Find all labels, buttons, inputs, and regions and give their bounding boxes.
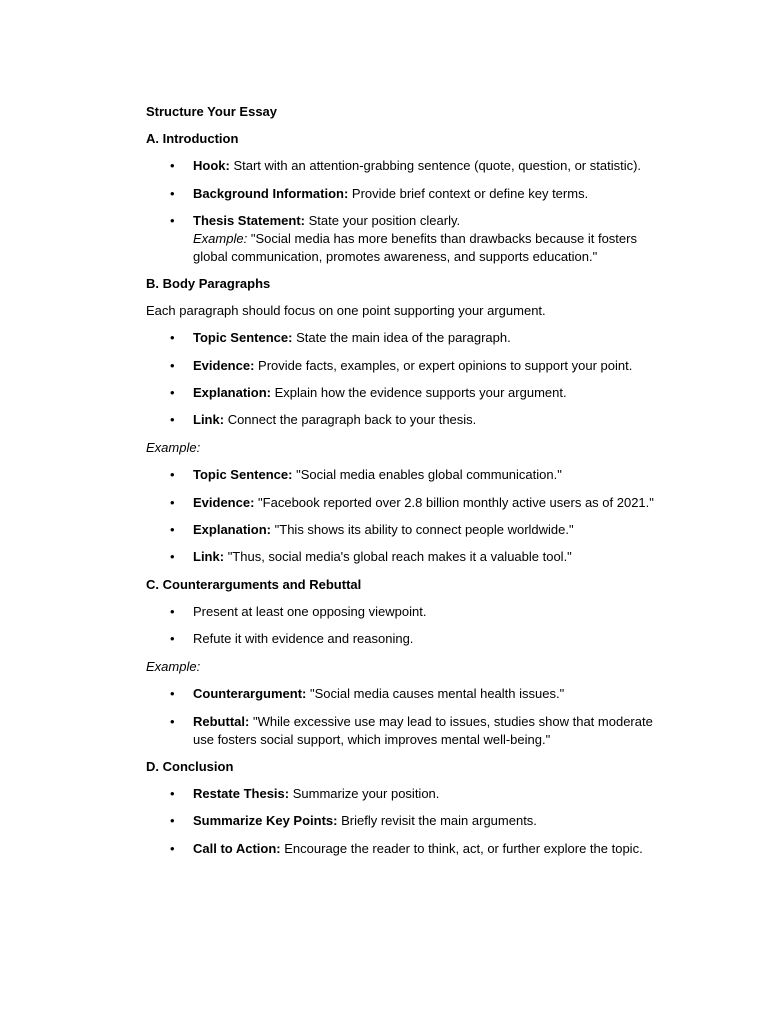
list-item-restate-thesis: Restate Thesis: Summarize your position.: [193, 786, 440, 801]
list-item-example-topic: Topic Sentence: "Social media enables global communication.": [193, 467, 562, 482]
thesis-example-line-2: global communication, promotes awareness, and supports education.": [193, 249, 598, 264]
list-item-example-explanation: Explanation: "This shows its ability to connect people worldwide.": [193, 522, 574, 537]
bullet-icon: •: [170, 467, 175, 482]
bullet-icon: •: [170, 714, 175, 729]
list-item-link: Link: Connect the paragraph back to your thesis.: [193, 412, 477, 427]
body-example-label: Example:: [146, 440, 201, 455]
list-item-evidence: Evidence: Provide facts, examples, or expert opinions to support your point.: [193, 358, 633, 373]
bullet-icon: •: [170, 186, 175, 201]
list-item-rebuttal: Rebuttal: "While excessive use may lead to issues, studies show that moderate: [193, 714, 653, 729]
bullet-icon: •: [170, 786, 175, 801]
document-title: Structure Your Essay: [146, 104, 278, 119]
list-item-opposing-viewpoint: Present at least one opposing viewpoint.: [193, 604, 427, 619]
bullet-icon: •: [170, 604, 175, 619]
body-intro-text: Each paragraph should focus on one point supporting your argument.: [146, 303, 546, 318]
list-item-hook: Hook: Start with an attention-grabbing sentence (quote, question, or statistic).: [193, 158, 642, 173]
bullet-icon: •: [170, 841, 175, 856]
list-item-topic-sentence: Topic Sentence: State the main idea of the paragraph.: [193, 330, 511, 345]
bullet-icon: •: [170, 385, 175, 400]
section-heading-body: B. Body Paragraphs: [146, 276, 271, 291]
list-item-background: Background Information: Provide brief context or define key terms.: [193, 186, 589, 201]
section-heading-conclusion: D. Conclusion: [146, 759, 234, 774]
list-item-example-evidence: Evidence: "Facebook reported over 2.8 billion monthly active users as of 2021.": [193, 495, 654, 510]
list-item-refute: Refute it with evidence and reasoning.: [193, 631, 414, 646]
bullet-icon: •: [170, 412, 175, 427]
list-item-thesis: Thesis Statement: State your position clearly.: [193, 213, 461, 228]
bullet-icon: •: [170, 686, 175, 701]
rebuttal-line-2: use fosters social support, which improves mental well-being.": [193, 732, 551, 747]
thesis-example-line-1: Example: "Social media has more benefits than drawbacks because it fosters: [193, 231, 637, 246]
bullet-icon: •: [170, 330, 175, 345]
counter-example-label: Example:: [146, 659, 201, 674]
list-item-call-to-action: Call to Action: Encourage the reader to think, act, or further explore the topic.: [193, 841, 643, 856]
section-heading-counterarguments: C. Counterarguments and Rebuttal: [146, 577, 362, 592]
section-heading-introduction: A. Introduction: [146, 131, 239, 146]
list-item-summarize-key-points: Summarize Key Points: Briefly revisit the main arguments.: [193, 813, 537, 828]
list-item-example-link: Link: "Thus, social media's global reach makes it a valuable tool.": [193, 549, 572, 564]
list-item-counterargument: Counterargument: "Social media causes mental health issues.": [193, 686, 565, 701]
bullet-icon: •: [170, 813, 175, 828]
bullet-icon: •: [170, 495, 175, 510]
bullet-icon: •: [170, 631, 175, 646]
bullet-icon: •: [170, 522, 175, 537]
bullet-icon: •: [170, 213, 175, 228]
bullet-icon: •: [170, 158, 175, 173]
bullet-icon: •: [170, 549, 175, 564]
list-item-explanation: Explanation: Explain how the evidence supports your argument.: [193, 385, 567, 400]
bullet-icon: •: [170, 358, 175, 373]
